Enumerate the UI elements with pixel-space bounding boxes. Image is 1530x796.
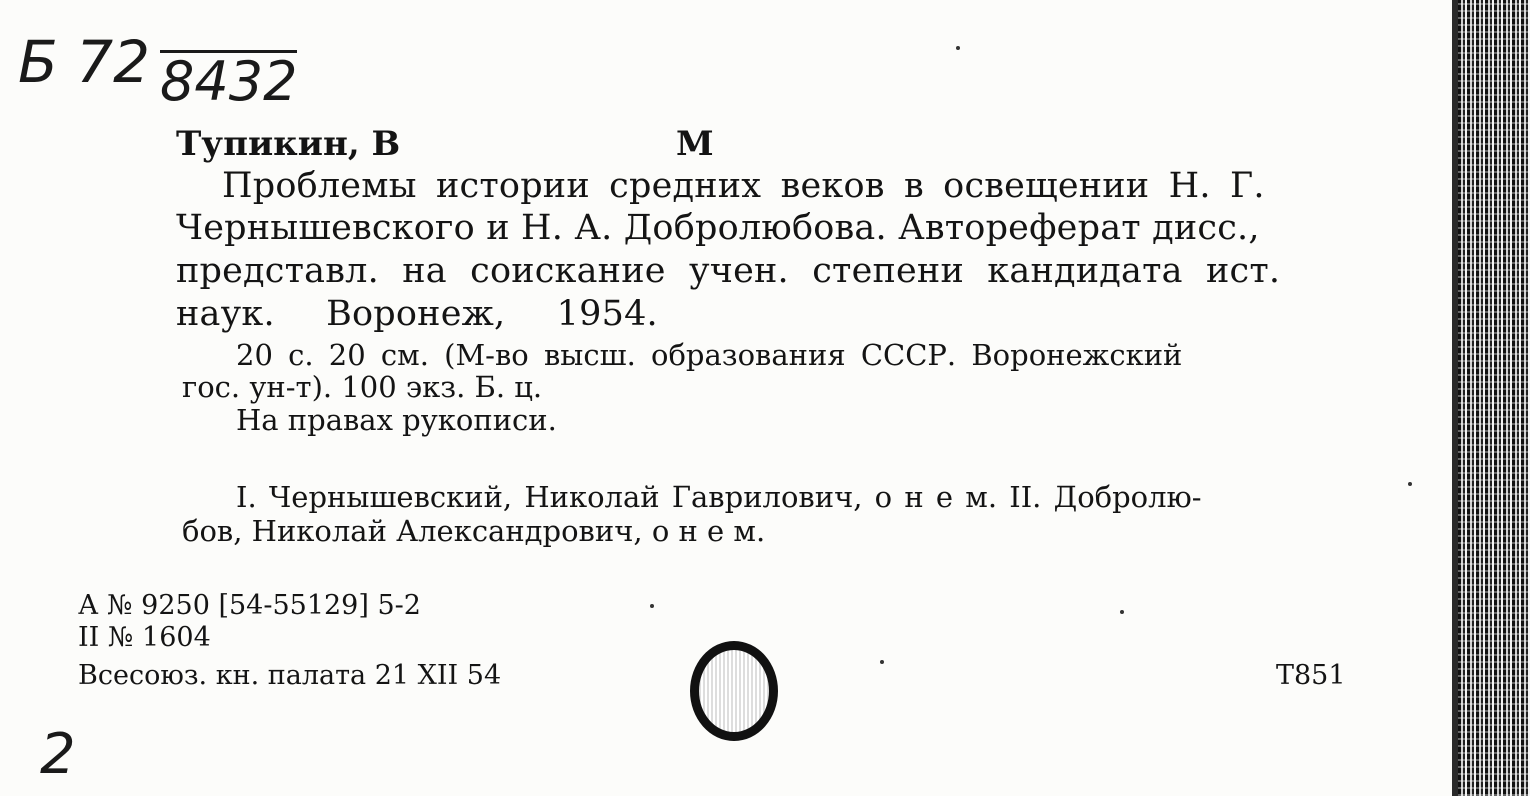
catalog-code: Т851	[1276, 660, 1346, 691]
registry-line-1: А № 9250 [54-55129] 5-2	[78, 590, 421, 621]
author-name: Тупикин, В	[176, 124, 401, 164]
title-line-3: представл. на соискание учен. степени кандидата ист.	[176, 251, 1281, 291]
manuscript-note: На правах рукописи.	[236, 403, 557, 437]
dust-speck	[880, 660, 884, 664]
subject-line-2: бов, Николай Александрович, о н е м.	[182, 514, 766, 548]
dust-speck	[1120, 610, 1124, 614]
dust-speck	[650, 604, 654, 608]
title-line-4: наук. Воронеж, 1954.	[176, 294, 658, 334]
handwritten-shelfmark: Б 72	[18, 28, 151, 96]
physical-description-line-1: 20 с. 20 см. (М-во высш. образования СССР. Воронежский	[236, 338, 1183, 372]
registry-line-2: II № 1604	[78, 622, 211, 653]
registry-line-3: Всесоюз. кн. палата 21 XII 54	[78, 660, 502, 691]
scan-margin-strip	[1458, 0, 1530, 796]
author-initial: М	[676, 124, 714, 164]
physical-description-line-2: гос. ун-т). 100 экз. Б. ц.	[182, 370, 543, 404]
dust-speck	[956, 46, 960, 50]
punched-hole	[690, 641, 778, 741]
title-line-2: Чернышевского и Н. А. Добролюбова. Автореферат дисс.,	[176, 208, 1260, 248]
handwritten-corner-mark: 2	[40, 722, 76, 787]
dust-speck	[1408, 482, 1412, 486]
title-line-1: Проблемы истории средних веков в освещении Н. Г.	[222, 166, 1265, 206]
subject-line-1: I. Чернышевский, Николай Гаврилович, о н е м. II. Добролю-	[236, 480, 1202, 514]
handwritten-number: 8432	[160, 50, 298, 113]
